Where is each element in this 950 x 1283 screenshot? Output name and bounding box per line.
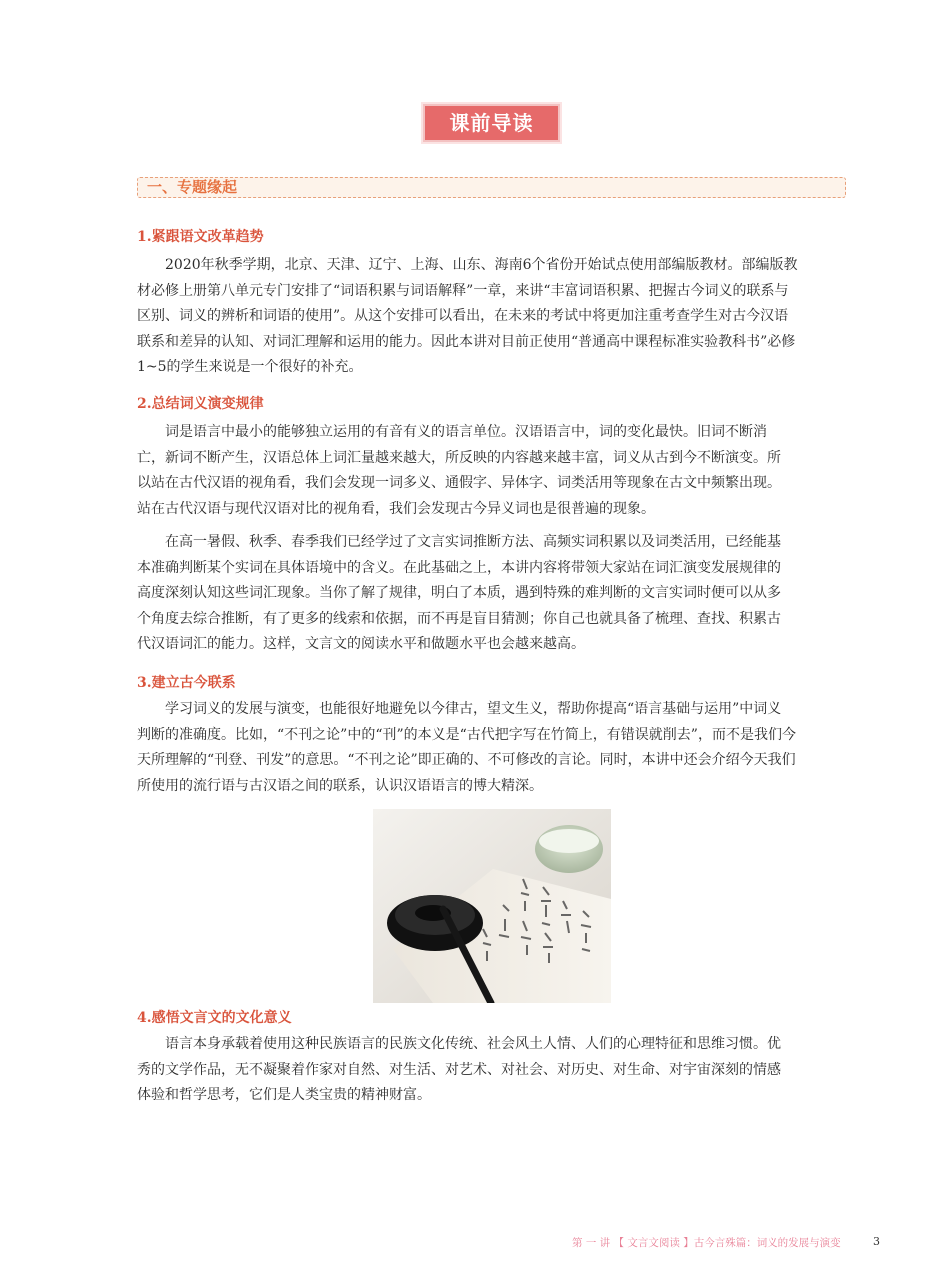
calligraphy-photo: [373, 809, 611, 1003]
ink-brush-image: [373, 809, 611, 1003]
subheading-4: 4.感悟文言文的文化意义: [137, 1010, 292, 1026]
text-line: 亡，新词不断产生，汉语总体上词汇量越来越大，所反映的内容越来越丰富，词义从古到今不断演变。所: [137, 449, 781, 466]
text-line: 代汉语词汇的能力。这样，文言文的阅读水平和做题水平也会越来越高。: [137, 636, 585, 653]
text-line: 所使用的流行语与古汉语之间的联系，认识汉语语言的博大精深。: [137, 777, 543, 794]
text-line: 体验和哲学思考，它们是人类宝贵的精神财富。: [137, 1087, 431, 1104]
subheading-2: 2.总结词义演变规律: [137, 396, 264, 412]
text-line: 词是语言中最小的能够独立运用的有音有义的语言单位。汉语语言中，词的变化最快。旧词不断消: [165, 424, 767, 440]
page-title: 课前导读: [449, 111, 534, 135]
section-title: 一、专题缘起: [147, 178, 238, 196]
section-header: [137, 177, 846, 198]
text-line: 材必修上册第八单元专门安排了“词语积累与词语解释”一章，来讲“丰富词语积累、把握古今词义的联系与: [137, 282, 789, 299]
text-line: 语言本身承载着使用这种民族语言的民族文化传统、社会风土人情、人们的心理特征和思维习惯。优: [165, 1036, 781, 1052]
text-line: 站在古代汉语与现代汉语对比的视角看，我们会发现古今异义词也是很普遍的现象。: [137, 500, 655, 517]
subheading-1: 1.紧跟语文改革趋势: [137, 229, 264, 245]
page-number: 3: [873, 1235, 880, 1248]
page-title-badge: [423, 104, 560, 142]
footer-chapter-title: 第 一 讲 【 文言文阅读 】古今言殊篇：词义的发展与演变: [572, 1237, 841, 1249]
text-line: 区别、词义的辨析和词语的使用”。从这个安排可以看出，在未来的考试中将更加注重考查学生对古今汉语: [137, 308, 789, 325]
text-line: 本准确判断某个实词在具体语境中的含义。在此基础之上，本讲内容将带领大家站在词汇演变发展规律的: [137, 559, 781, 576]
paragraph-2-2: [137, 530, 849, 658]
text-line: 学习词义的发展与演变，也能很好地避免以今律古，望文生义，帮助你提高“语言基础与运用”中词义: [165, 701, 782, 717]
paragraph-1-1: [137, 253, 849, 381]
text-line: 个角度去综合推断，有了更多的线索和依据，而不再是盲目猜测；你自己也就具备了梳理、查找、积累古: [137, 610, 781, 627]
text-line: 天所理解的“刊登、刊发”的意思。“不刊之论”即正确的、不可修改的言论。同时，本讲中还会介绍今天我们: [137, 752, 796, 769]
paragraph-2-1: [137, 420, 849, 522]
text-line: 联系和差异的认知、对词汇理解和运用的能力。因此本讲对目前正使用“普通高中课程标准实验教科书”必修: [137, 333, 796, 350]
subheading-3: 3.建立古今联系: [137, 675, 236, 691]
text-line: 以站在古代汉语的视角看，我们会发现一词多义、通假字、异体字、词类活用等现象在古文中频繁出现。: [137, 475, 781, 492]
text-line: 秀的文学作品，无不凝聚着作家对自然、对生活、对艺术、对社会、对历史、对生命、对宇宙深刻的情感: [137, 1061, 781, 1078]
text-line: 高度深刻认知这些词汇现象。当你了解了规律，明白了本质，遇到特殊的难判断的文言实词时便可以从多: [137, 585, 781, 602]
paragraph-3-1: [137, 697, 849, 799]
text-line: 在高一暑假、秋季、春季我们已经学过了文言实词推断方法、高频实词积累以及词类活用，已经能基: [165, 534, 781, 550]
paragraph-4-1: [137, 1032, 849, 1109]
text-line: 1~5的学生来说是一个很好的补充。: [137, 359, 363, 376]
text-line: 2020年秋季学期，北京、天津、辽宁、上海、山东、海南6个省份开始试点使用部编版教材。部编版教: [165, 257, 798, 273]
text-line: 判断的准确度。比如，“不刊之论”中的“刊”的本义是“古代把字写在竹简上，有错误就削去”，而不是我们今: [137, 726, 796, 743]
